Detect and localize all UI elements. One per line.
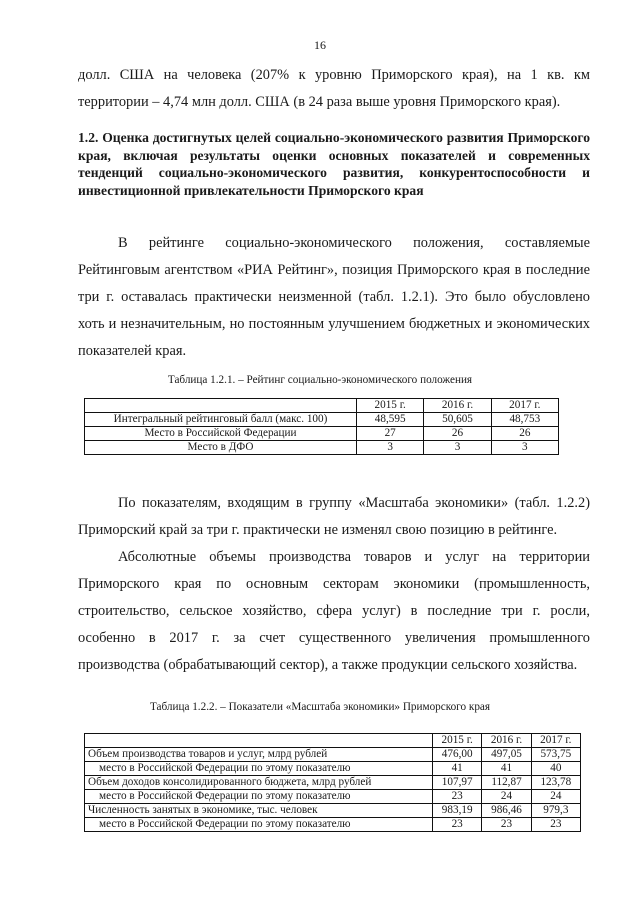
table-header-empty <box>85 734 433 748</box>
row-label: Объем производства товаров и услуг, млрд рублей <box>85 748 433 762</box>
table-cell: 3 <box>424 441 491 455</box>
table-cell: 3 <box>357 441 424 455</box>
table-cell: 48,595 <box>357 413 424 427</box>
row-label: место в Российской Федерации по этому показателю <box>85 818 433 832</box>
table-row <box>85 413 559 427</box>
paragraph-intro: долл. США на человека (207% к уровню Приморского края), на 1 кв. км территории – 4,74 млн долл. США (в 24 раза выше уровня Приморского края). <box>78 67 590 110</box>
row-label: Интегральный рейтинговый балл (макс. 100) <box>85 413 357 427</box>
table-cell: 26 <box>491 427 558 441</box>
table-header-cell: 2017 г. <box>531 734 580 748</box>
table-row <box>85 441 559 455</box>
section-heading: 1.2. Оценка достигнутых целей социально-экономического развития Приморского края, включая результаты оценки основных показателей и современных тенденций социально-экономического развития, конкурентоспособности и инвестиционной привлекательности Приморского края <box>78 130 590 198</box>
row-label: Численность занятых в экономике, тыс. человек <box>85 804 433 818</box>
table2-caption: Таблица 1.2.2. – Показатели «Масштаба экономики» Приморского края <box>149 701 491 713</box>
table-header-row <box>85 734 581 748</box>
table-header-cell: 2015 г. <box>433 734 482 748</box>
row-label: Место в ДФО <box>85 441 357 455</box>
table-header-cell: 2015 г. <box>357 399 424 413</box>
table-cell: 979,3 <box>531 804 580 818</box>
table-header-cell: 2016 г. <box>424 399 491 413</box>
paragraph-rating: В рейтинге социально-экономического положения, составляемые Рейтинговым агентством «РИА Рейтинг», позиция Приморского края в последние три г. оставалась практически неизменной (табл. 1.2.1). Это было обусловлено хоть и незначительным, но постоянным улучшением бюджетных и экономических показателей края. <box>78 235 590 359</box>
table-cell: 983,19 <box>433 804 482 818</box>
table-row <box>85 762 581 776</box>
rating-table <box>84 398 559 455</box>
table1-caption: Таблица 1.2.1. – Рейтинг социально-экономического положения <box>167 374 473 386</box>
table-row <box>85 776 581 790</box>
table-row <box>85 818 581 832</box>
table-cell: 123,78 <box>531 776 580 790</box>
row-label: Место в Российской Федерации <box>85 427 357 441</box>
row-label: место в Российской Федерации по этому показателю <box>85 790 433 804</box>
table-cell: 24 <box>531 790 580 804</box>
table-header-row <box>85 399 559 413</box>
table-cell: 573,75 <box>531 748 580 762</box>
table-header-empty <box>85 399 357 413</box>
table-cell: 26 <box>424 427 491 441</box>
table-cell: 476,00 <box>433 748 482 762</box>
table-cell: 107,97 <box>433 776 482 790</box>
table-cell: 41 <box>482 762 531 776</box>
table-cell: 112,87 <box>482 776 531 790</box>
paragraph-scale: По показателям, входящим в группу «Масштаба экономики» (табл. 1.2.2) Приморский край за три г. практически не изменял свою позицию в рейтинге. <box>78 495 590 538</box>
row-label: Объем доходов консолидированного бюджета, млрд рублей <box>85 776 433 790</box>
table-cell: 41 <box>433 762 482 776</box>
table-cell: 24 <box>482 790 531 804</box>
table-cell: 986,46 <box>482 804 531 818</box>
table-cell: 3 <box>491 441 558 455</box>
table-cell: 27 <box>357 427 424 441</box>
table-row <box>85 427 559 441</box>
row-label: место в Российской Федерации по этому показателю <box>85 762 433 776</box>
table-header-cell: 2016 г. <box>482 734 531 748</box>
page-number: 16 <box>314 38 326 52</box>
table-cell: 23 <box>433 818 482 832</box>
table-cell: 23 <box>433 790 482 804</box>
economy-scale-table <box>84 733 581 832</box>
paragraph-volumes: Абсолютные объемы производства товаров и услуг на территории Приморского края по основным секторам экономики (промышленность, строительство, сельское хозяйство, сфера услуг) в последние три г. росли, особенно в 2017 г. за счет существенного увеличения промышленного производства (обрабатывающий сектор), а также продукции сельского хозяйства. <box>78 549 590 673</box>
table-cell: 23 <box>531 818 580 832</box>
table-row <box>85 748 581 762</box>
table-header-cell: 2017 г. <box>491 399 558 413</box>
table-cell: 497,05 <box>482 748 531 762</box>
table-cell: 40 <box>531 762 580 776</box>
table-row <box>85 790 581 804</box>
table-cell: 23 <box>482 818 531 832</box>
table-row <box>85 804 581 818</box>
table-cell: 50,605 <box>424 413 491 427</box>
table-cell: 48,753 <box>491 413 558 427</box>
